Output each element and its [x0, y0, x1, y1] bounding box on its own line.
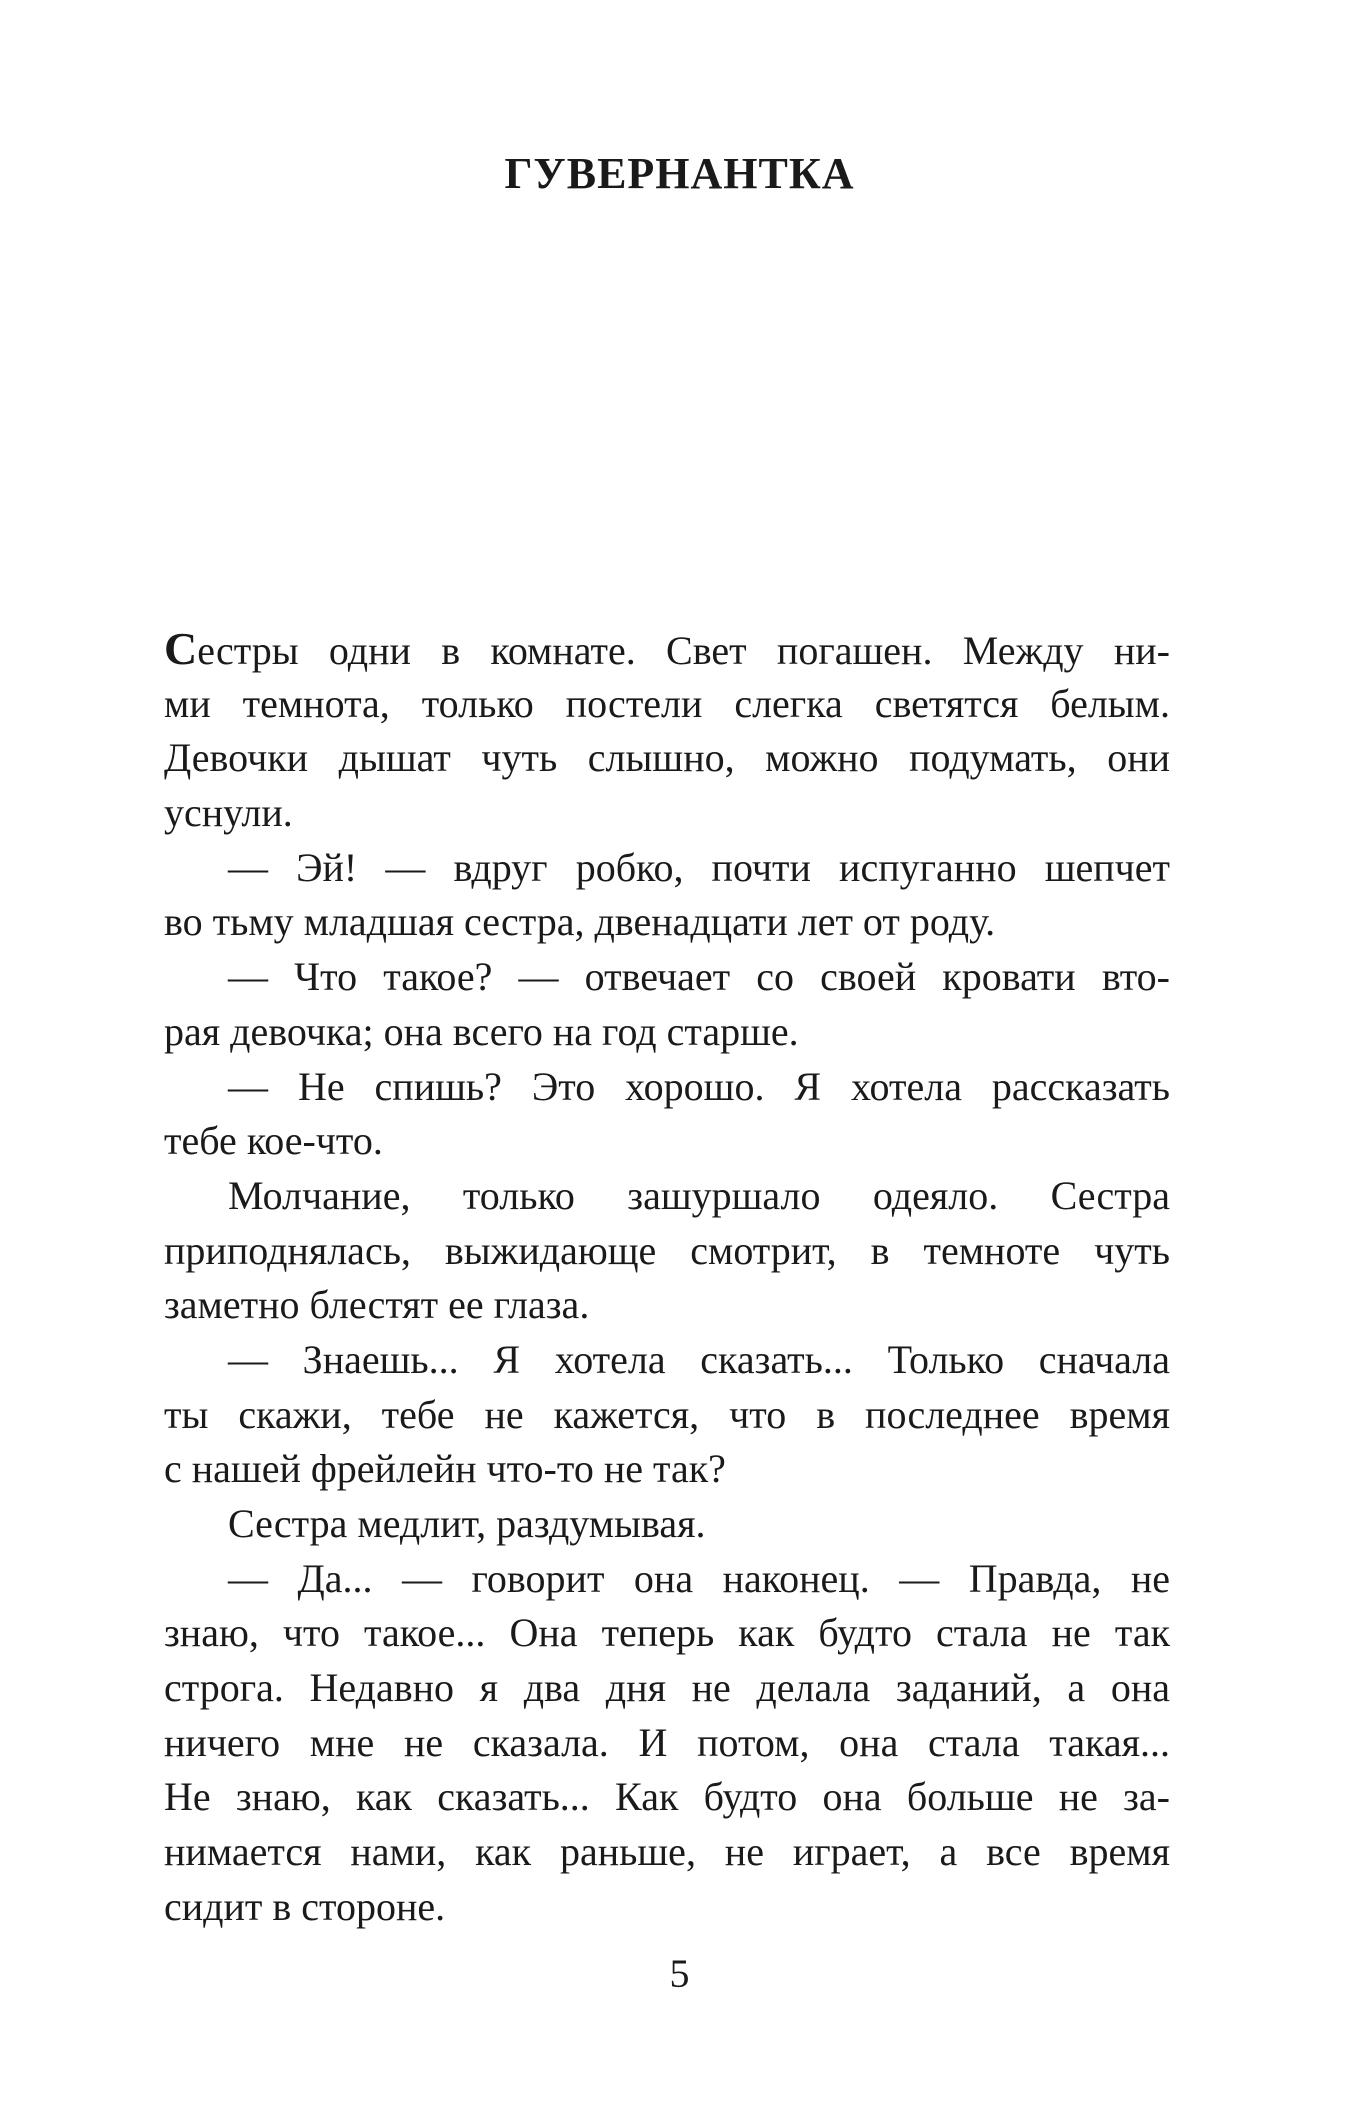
- text-line: тебе кое-что.: [164, 1118, 383, 1164]
- page-number: 5: [669, 1951, 690, 1996]
- text-line: заметно блестят ее глаза.: [164, 1282, 590, 1328]
- text-line: Девочки дышат чуть слышно, можно подумать, они: [164, 735, 1170, 781]
- text-line: Сестра медлит, раздумывая.: [228, 1501, 706, 1546]
- text-line: Не знаю, как сказать... Как будто она больше не за-: [164, 1774, 1170, 1820]
- chapter-title: ГУВЕРНАНТКА: [504, 149, 855, 198]
- drop-cap: С: [164, 623, 198, 674]
- text-line: — Что такое? — отвечает со своей кровати вто-: [228, 954, 1170, 1000]
- text-line: во тьму младшая сестра, двенадцати лет от роду.: [164, 899, 996, 945]
- text-line: — Эй! — вдруг робко, почти испуганно шепчет: [228, 844, 1170, 890]
- text-line: — Да... — говорит она наконец. — Правда, не: [228, 1555, 1170, 1601]
- text-line: ми темнота, только постели слегка светятся белым.: [164, 680, 1170, 726]
- text-line: нимается нами, как раньше, не играет, а все время: [164, 1829, 1170, 1875]
- text-line: строга. Недавно я два дня не делала заданий, а она: [164, 1665, 1170, 1711]
- text-line: приподнялась, выжидающе смотрит, в темноте чуть: [164, 1227, 1170, 1273]
- text-line: — Не спишь? Это хорошо. Я хотела рассказать: [228, 1063, 1170, 1109]
- text-line: — Знаешь... Я хотела сказать... Только сначала: [228, 1336, 1170, 1382]
- text-line: знаю, что такое... Она теперь как будто стала не так: [164, 1610, 1170, 1656]
- body-text: [164, 622, 1170, 1935]
- text-line: ничего мне не сказала. И потом, она стала такая...: [164, 1719, 1170, 1765]
- text-line: уснули.: [164, 790, 293, 836]
- text-line: Молчание, только зашуршало одеяло. Сестра: [228, 1172, 1170, 1218]
- text-line: сидит в стороне.: [164, 1883, 446, 1929]
- text-line: Сестры одни в комнате. Свет погашен. Между ни-: [164, 623, 1170, 674]
- text-line: рая девочка; она всего на год старше.: [164, 1008, 799, 1054]
- text-line: с нашей фрейлейн что-то не так?: [164, 1446, 726, 1492]
- text-line: ты скажи, тебе не кажется, что в последнее время: [164, 1391, 1170, 1437]
